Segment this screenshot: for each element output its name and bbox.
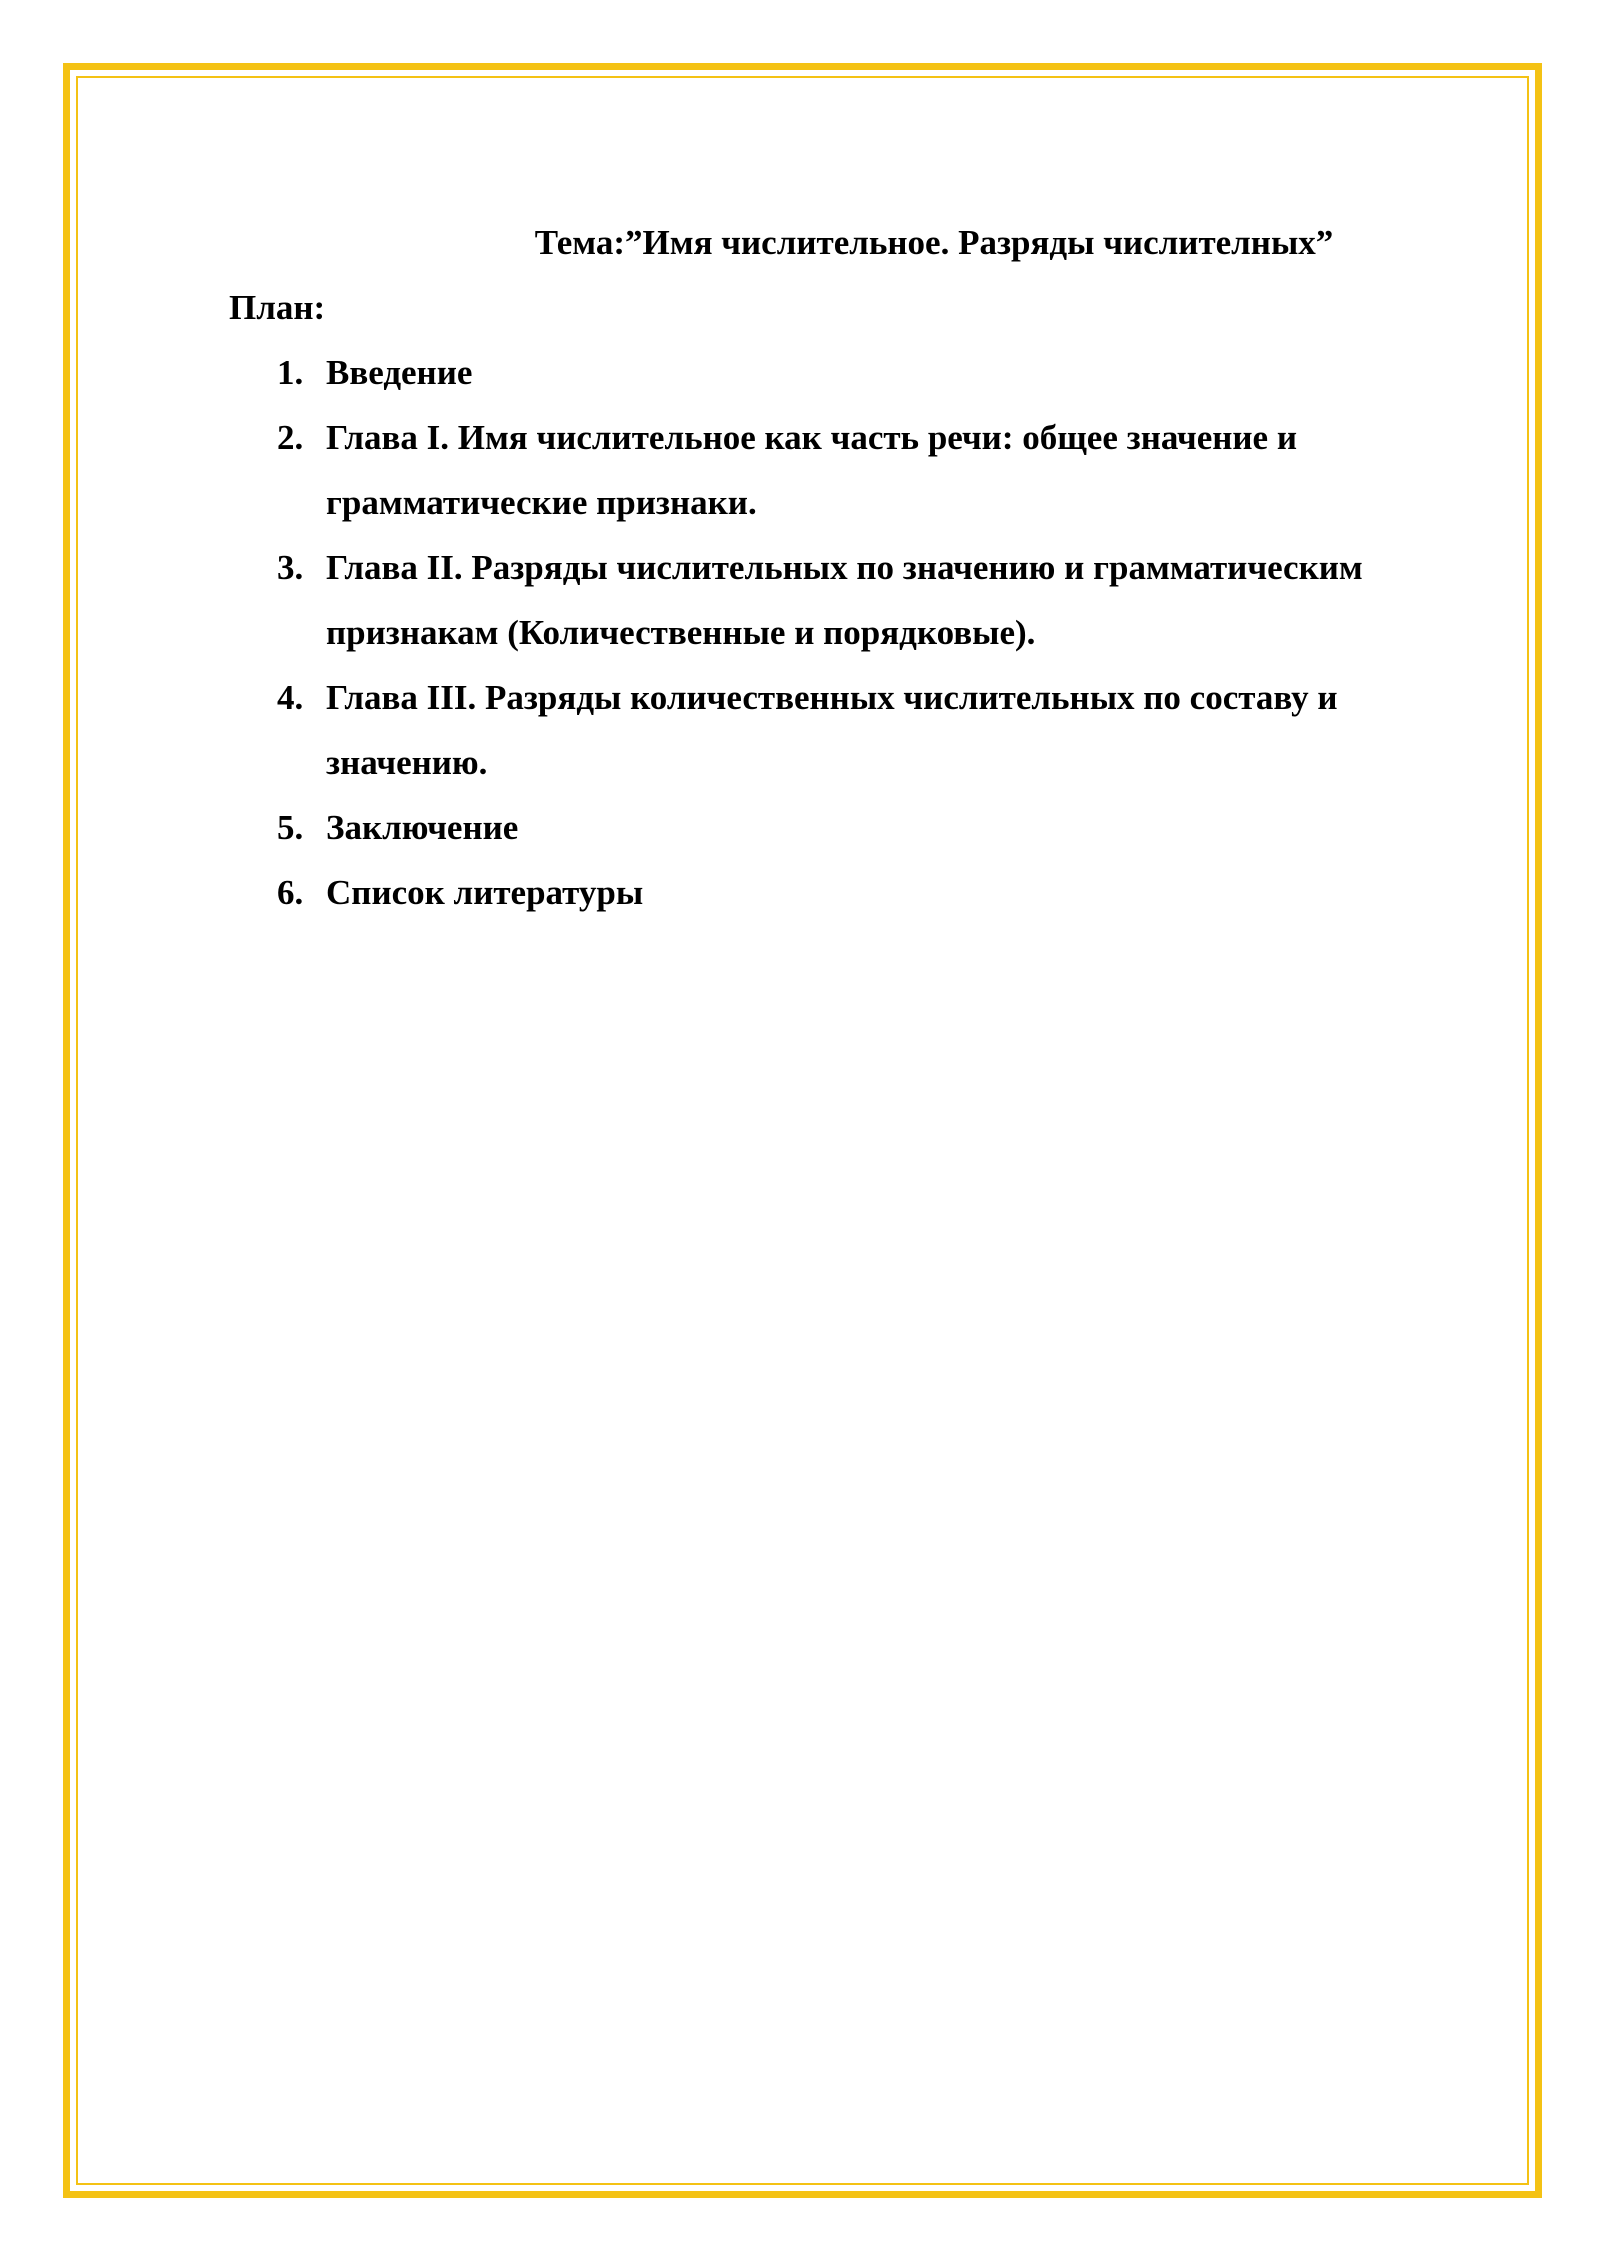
plan-item-3 xyxy=(229,535,1469,665)
document-title: Тема:”Имя числительное. Разряды числителных” xyxy=(534,223,1334,262)
plan-item-text: Глава I. Имя числительное как часть речи: общее значение и грамматические признаки. xyxy=(326,418,1298,522)
plan-item-5 xyxy=(229,795,1469,860)
plan-item-number: 6. xyxy=(277,873,304,912)
plan-item-text: Заключение xyxy=(326,808,519,847)
document-body xyxy=(229,210,1469,925)
plan-item-text: Глава II. Разряды числительных по значению и грамматическим признакам (Количественные и порядковые). xyxy=(326,548,1363,652)
plan-item-number: 2. xyxy=(277,418,304,457)
plan-item-text: Глава III. Разряды количественных числительных по составу и значению. xyxy=(326,678,1338,782)
plan-item-6 xyxy=(229,860,1469,925)
plan-item-text: Список литературы xyxy=(326,873,644,912)
plan-item-1 xyxy=(229,340,1469,405)
plan-item-number: 5. xyxy=(277,808,304,847)
plan-item-text: Введение xyxy=(326,353,473,392)
plan-item-number: 4. xyxy=(277,678,304,717)
plan-list xyxy=(229,340,1469,925)
plan-label: План: xyxy=(229,288,326,327)
plan-item-number: 1. xyxy=(277,353,304,392)
plan-item-2 xyxy=(229,405,1469,535)
plan-item-number: 3. xyxy=(277,548,304,587)
plan-item-4 xyxy=(229,665,1469,795)
